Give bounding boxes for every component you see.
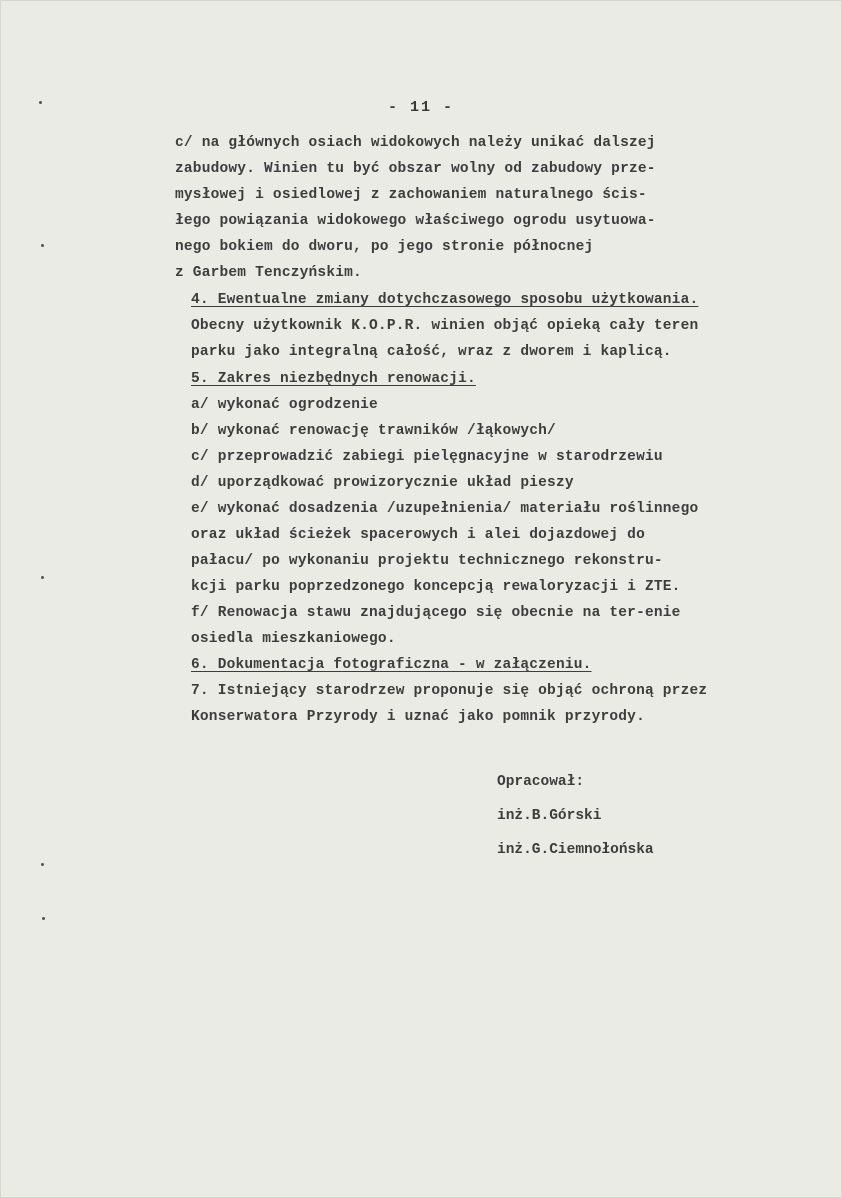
punch-mark xyxy=(42,917,45,920)
punch-mark xyxy=(39,101,42,104)
list-item: a/ wykonać ogrodzenie xyxy=(191,397,378,413)
text-line: nego bokiem do dworu, po jego stronie północnej xyxy=(175,239,594,255)
list-item: d/ uporządkować prowizorycznie układ pieszy xyxy=(191,475,574,491)
text-line: zabudowy. Winien tu być obszar wolny od zabudowy prze- xyxy=(175,161,656,177)
text-line: parku jako integralną całość, wraz z dworem i kaplicą. xyxy=(191,344,672,360)
text-line: oraz układ ścieżek spacerowych i alei dojazdowej do xyxy=(191,527,645,543)
text-line: Obecny użytkownik K.O.P.R. winien objąć opieką cały teren xyxy=(191,318,699,334)
text-line: z Garbem Tenczyńskim. xyxy=(175,265,362,281)
text-line: łego powiązania widokowego właściwego ogrodu usytuowa- xyxy=(175,213,656,229)
list-item: f/ Renowacja stawu znajdującego się obecnie na ter-enie xyxy=(191,605,681,621)
signature-author: inż.G.Ciemnołońska xyxy=(497,842,654,858)
text-line: mysłowej i osiedlowej z zachowaniem naturalnego ścis- xyxy=(175,187,647,203)
section-heading-6: 6. Dokumentacja fotograficzna - w załączeniu. xyxy=(191,657,592,673)
text-line: kcji parku poprzedzonego koncepcją rewaloryzacji i ZTE. xyxy=(191,579,681,595)
section-heading-4: 4. Ewentualne zmiany dotychczasowego sposobu użytkowania. xyxy=(191,292,699,308)
text-line: osiedla mieszkaniowego. xyxy=(191,631,396,647)
page-number: - 11 - xyxy=(387,99,454,116)
punch-mark xyxy=(41,244,44,247)
list-item: e/ wykonać dosadzenia /uzupełnienia/ materiału roślinnego xyxy=(191,501,699,517)
text-line: Konserwatora Przyrody i uznać jako pomnik przyrody. xyxy=(191,709,645,725)
text-line: 7. Istniejący starodrzew proponuje się objąć ochroną przez xyxy=(191,683,708,699)
text-line: c/ na głównych osiach widokowych należy unikać dalszej xyxy=(175,135,656,151)
signature-label: Opracował: xyxy=(497,774,585,790)
list-item: c/ przeprowadzić zabiegi pielęgnacyjne w starodrzewiu xyxy=(191,449,663,465)
punch-mark xyxy=(41,863,44,866)
section-heading-5: 5. Zakres niezbędnych renowacji. xyxy=(191,371,476,387)
punch-mark xyxy=(41,576,44,579)
signature-author: inż.B.Górski xyxy=(497,808,602,824)
text-line: pałacu/ po wykonaniu projektu technicznego rekonstru- xyxy=(191,553,663,569)
list-item: b/ wykonać renowację trawników /łąkowych/ xyxy=(191,423,556,439)
